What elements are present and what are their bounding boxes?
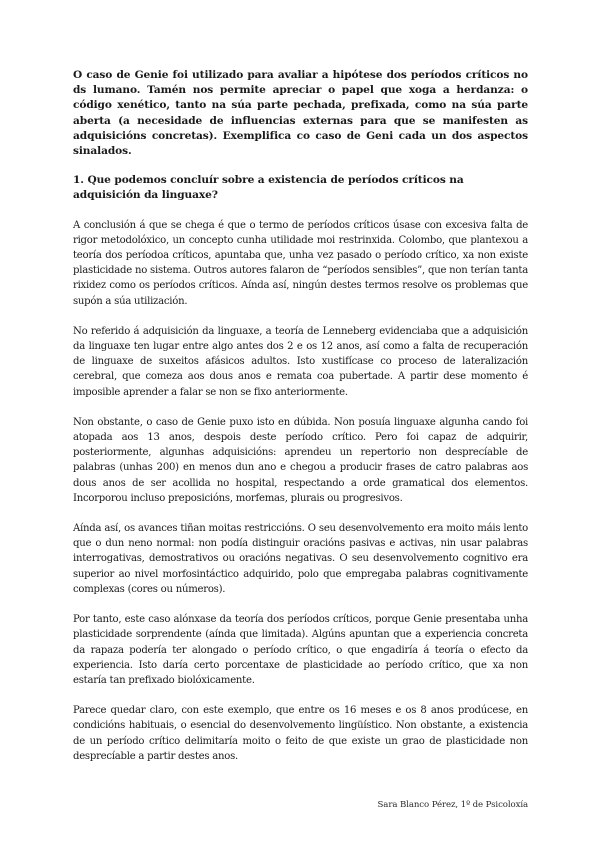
paragraph-2: No referido á adquisición da linguaxe, a teoría de Lenneberg evidenciaba que a adquisición da linguaxe ten lugar entre algo antes dos 2 e os 12 anos, así como a falta de recuperación de linguaxe de suxeitos afásicos adultos. Isto xustifícase co proceso de lateralización cerebral, que comeza aos dous anos e remata coa pubertade. A partir dese momento é imposible aprender a falar se non se fixo anteriormente. xyxy=(73,325,528,398)
paragraph-1: A conclusión á que se chega é que o termo de períodos críticos úsase con excesiva falta de rigor metodolóxico, un concepto cunha utilidade moi restrinxida. Colombo, que plantexou a teoría dos períodoa críticos, apuntaba que, unha vez pasado o período crítico, xa non existe plasticidade no sistema. Outros autores falaron de “períodos sensibles”, que non terían tanta rixidez como os períodos críticos. Aínda así, ningún destes termos resolve os problemas que supón a súa utilización. xyxy=(73,219,528,307)
document-body xyxy=(73,68,528,779)
paragraph-6: Parece quedar claro, con este exemplo, que entre os 16 meses e os 8 anos prodúcese, en condicións habituais, o esencial do desenvolvemento lingüístico. Non obstante, a existencia de un período crítico delimitaría moito o feito de que existe un grao de plasticidade non desprecíable a partir destes anos. xyxy=(73,705,528,762)
paragraph-3: Non obstante, o caso de Genie puxo isto en dúbida. Non posuía linguaxe algunha cando foi atopada aos 13 anos, despois deste período crítico. Pero foi capaz de adquirir, posteriormente, algunhas adquisicións: aprendeu un repertorio non desprecíable de palabras (unhas 200) en menos dun ano e chegou a producir frases de catro palabras aos dous anos de ser acollida no hospital, respectando a orde gramatical dos elementos. Incorporou incluso preposicións, morfemas, plurais ou progresivos. xyxy=(73,416,528,504)
question-heading: 1. Que podemos concluír sobre a existencia de períodos críticos na adquisición da linguaxe? xyxy=(73,174,464,202)
intro-prompt: O caso de Genie foi utilizado para avaliar a hipótese dos períodos críticos no ds lumano. Tamén nos permite apreciar o papel que xoga a herdanza: o código xenético, tanto na súa parte pechada, prefixada, como na súa parte aberta (a necesidade de influencias externas para que se manifesten as adquisicións concretas). Exemplifica co caso de Geni cada un dos aspectos sinalados. xyxy=(73,69,528,158)
paragraph-4: Aínda así, os avances tiñan moitas restriccións. O seu desenvolvemento era moito máis lento que o dun neno normal: non podía distinguir oracións pasivas e activas, nin usar palabras interrogativas, demostrativos ou oracións negativas. O seu desenvolvemento cognitivo era superior ao nivel morfosintáctico adquirido, polo que empregaba palabras cognitivamente complexas (cores ou números). xyxy=(73,523,528,595)
paragraph-5: Por tanto, este caso alónxase da teoría dos períodos críticos, porque Genie presentaba unha plasticidade sorprendente (aínda que limitada). Algúns apuntan que a experiencia concreta da rapaza podería ter alongado o período crítico, o que engadiría á teoría o efecto da experiencia. Isto daría certo porcentaxe de plasticidade ao período crítico, que xa non estaría tan prefixado biolóxicamente. xyxy=(73,614,528,686)
author-footer: Sara Blanco Pérez, 1º de Psicoloxía xyxy=(377,800,528,810)
